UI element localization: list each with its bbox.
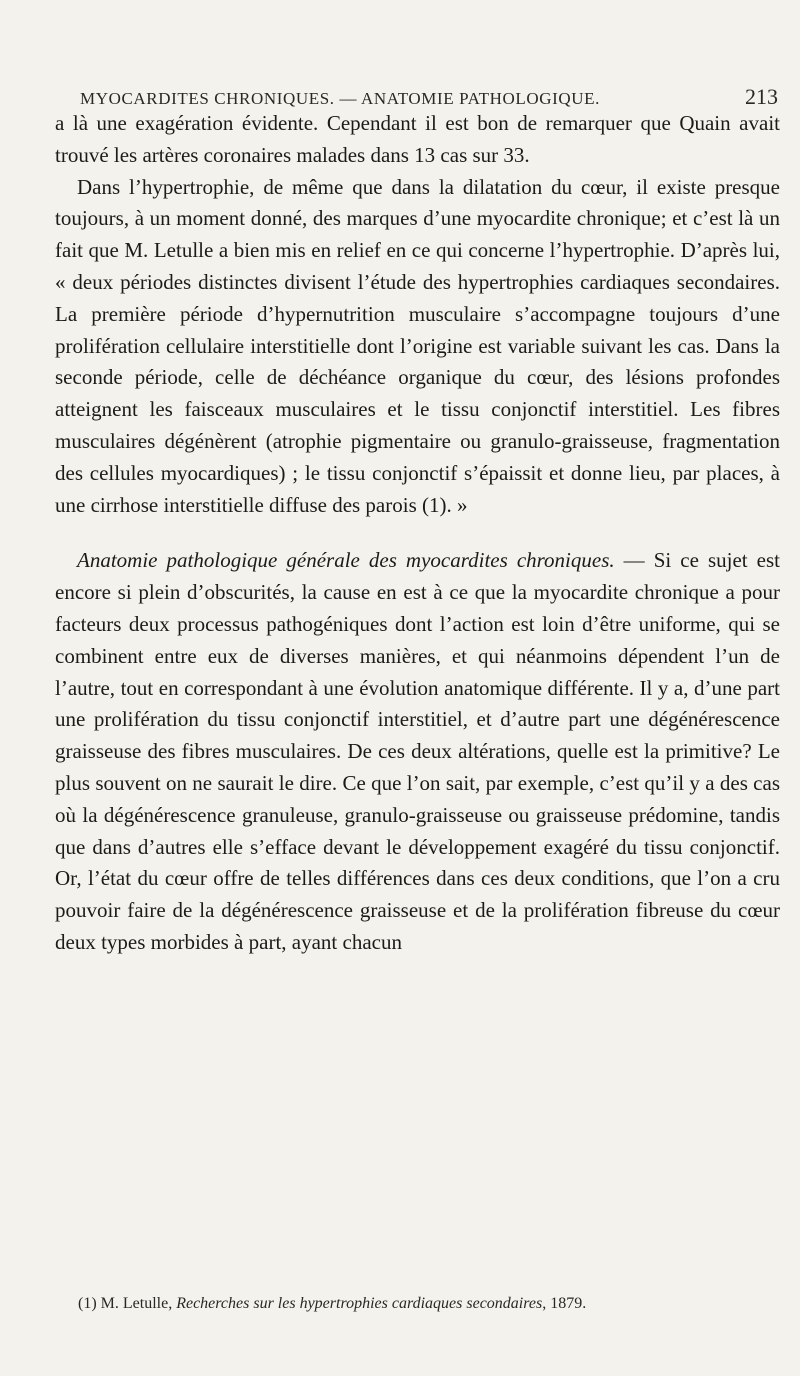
footnote [78, 1294, 778, 1314]
running-header [60, 84, 778, 110]
section-heading: Anatomie pathologique générale des myocardites chroniques. [77, 548, 615, 573]
paragraph-1: a là une exagération évidente. Cependant il est bon de remarquer que Quain avait trouvé les artères coronaires malades dans 13 cas sur 33. [55, 111, 780, 167]
section-body: — Si ce sujet est encore si plein d’obscurités, la cause en est à ce que la myocardite chronique a pour facteurs deux processus pathogéniques dont l’action est loin d’être uniforme, qui se combinent entre eux de diverses manières, et qui néanmoins dépendent l’un de l’autre, tout en correspondant à une évolution anatomique différente. Il y a, d’une part une prolifération du tissu conjonctif interstitiel, et d’autre part une dégénérescence graisseuse des fibres musculaires. De ces deux altérations, quelle est la primitive? Le plus souvent on ne saurait le dire. Ce que l’on sait, par exemple, c’est qu’il y a des cas où la dégénérescence granuleuse, granulo-graisseuse ou graisseuse prédomine, tandis que dans d’autres elle s’efface devant le développement exagéré du tissu conjonctif. Or, l’état du cœur offre de telles différences dans ces deux conditions, que l’on a cru pouvoir faire de la dégénérescence graisseuse et de la prolifération fibreuse du cœur deux types morbides à part, ayant chacun [55, 548, 780, 954]
running-title: MYOCARDITES CHRONIQUES. — ANATOMIE PATHOLOGIQUE. [80, 89, 600, 108]
paragraph-2: Dans l’hypertrophie, de même que dans la dilatation du cœur, il existe presque toujours, à un moment donné, des marques d’une myocardite chronique; et c’est là un fait que M. Letulle a bien mis en relief en ce qui concerne l’hypertrophie. D’après lui, « deux périodes distinctes divisent l’étude des hypertrophies cardiaques secondaires. La première période d’hypernutrition musculaire s’accompagne toujours d’une prolifération cellulaire interstitielle dont l’origine est variable suivant les cas. Dans la seconde période, celle de déchéance organique du cœur, des lésions profondes atteignent les faisceaux musculaires et le tissu conjonctif interstitiel. Les fibres musculaires dégénèrent (atrophie pigmentaire ou granulo-graisseuse, fragmentation des cellules myocardiques) ; le tissu conjonctif s’épaissit et donne lieu, par places, à une cirrhose interstitielle diffuse des parois (1). » [55, 174, 780, 517]
body-text [55, 108, 780, 959]
footnote-marker: (1) M. Letulle, [78, 1295, 177, 1312]
paragraph-3 [55, 545, 780, 958]
footnote-citation: Recherches sur les hypertrophies cardiaques secondaires [176, 1295, 543, 1312]
page-number: 213 [745, 84, 778, 109]
footnote-year: , 1879. [542, 1295, 587, 1312]
